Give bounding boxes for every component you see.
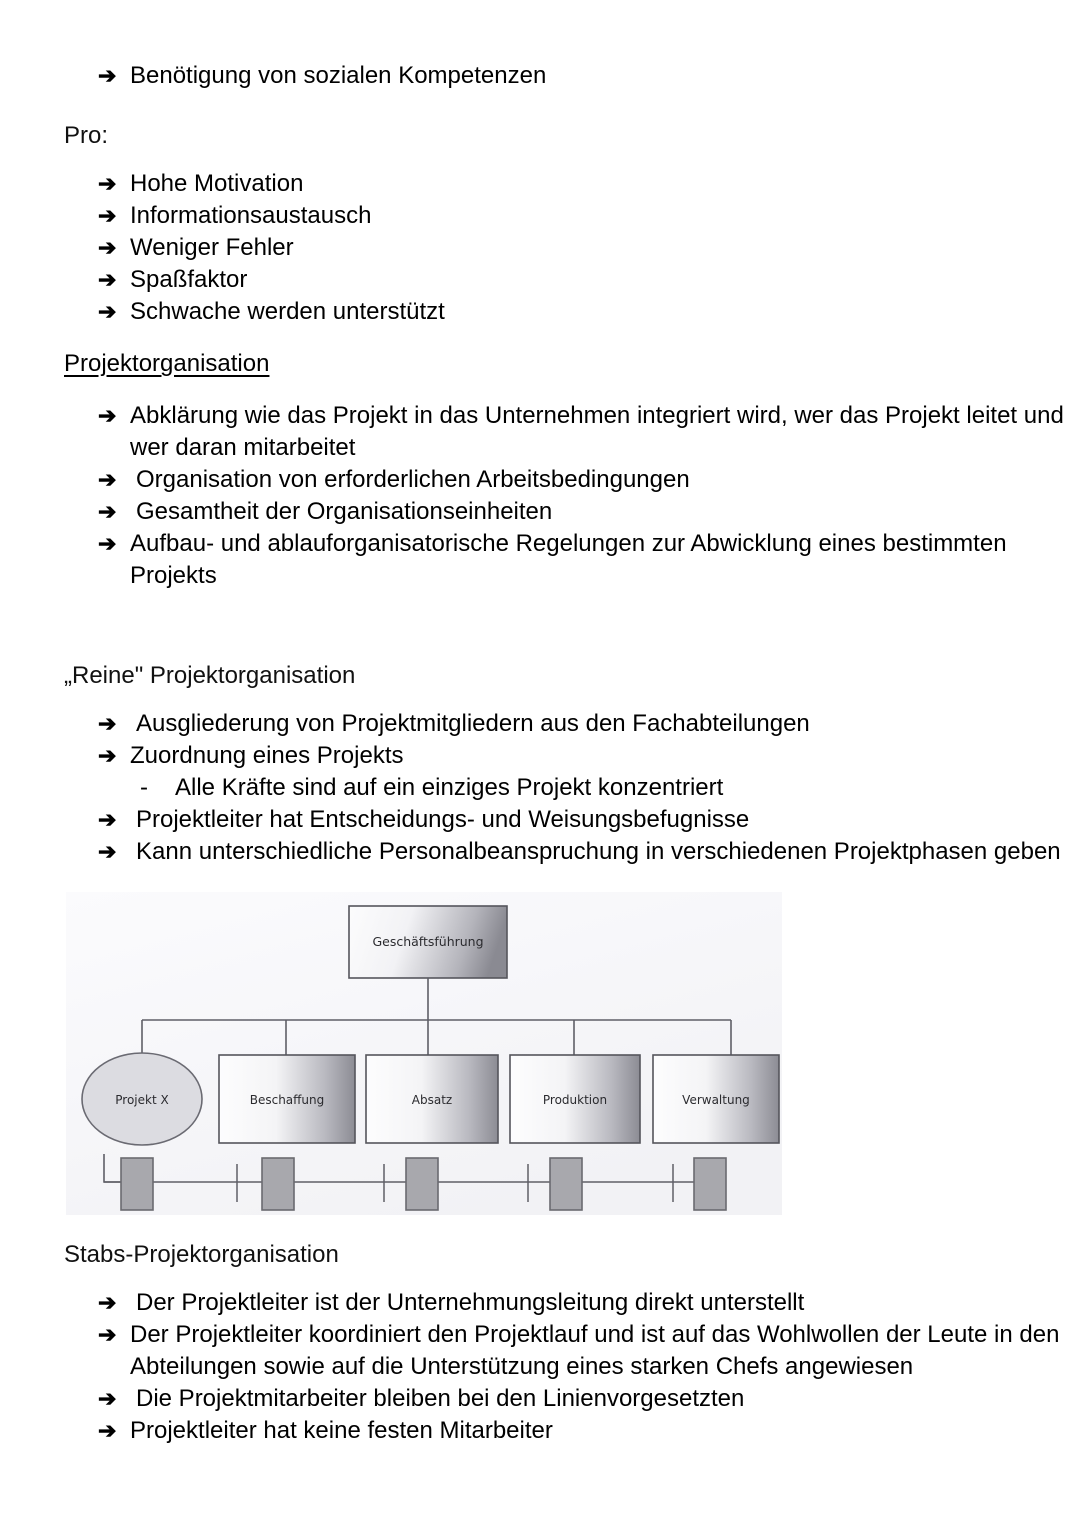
list-item	[0, 836, 1080, 868]
team-block	[406, 1158, 438, 1210]
arrow-right-icon: ➔	[98, 531, 117, 556]
section-heading-stabs-projektorganisation: Stabs-Projektorganisation	[64, 1241, 339, 1268]
list-item	[0, 496, 1080, 528]
list-item-label: Hohe Motivation	[130, 170, 304, 197]
spacer	[0, 692, 1080, 708]
list-item-label: Abklärung wie das Projekt in das Unternehmen integriert wird, wer das Projekt leitet und wer daran mitarbeitet	[130, 402, 1064, 461]
spacer	[0, 640, 1080, 660]
arrow-right-icon: ➔	[98, 1386, 117, 1411]
spacer	[0, 328, 1080, 348]
list-item-label: Benötigung von sozialen Kompetenzen	[130, 62, 547, 89]
list-item	[0, 296, 1080, 328]
list-item-label: Informationsaustausch	[130, 202, 372, 229]
spacer	[0, 92, 1080, 120]
spacer	[0, 868, 1080, 892]
arrow-right-icon: ➔	[98, 499, 117, 524]
arrow-right-icon: ➔	[98, 235, 117, 260]
list-item	[0, 772, 1080, 804]
org-chart-svg	[66, 892, 782, 1215]
org-chart-diagram	[66, 892, 782, 1215]
spacer	[0, 1271, 1080, 1287]
spacer	[0, 1215, 1080, 1239]
node-geschaeftsfuehrung-label: Geschäftsführung	[372, 934, 484, 949]
list-item-label: Organisation von erforderlichen Arbeitsbedingungen	[136, 466, 690, 493]
team-block	[550, 1158, 582, 1210]
arrow-right-icon: ➔	[98, 1290, 117, 1315]
list-item-label: Gesamtheit der Organisationseinheiten	[136, 498, 553, 525]
stabs-projektorganisation-list	[0, 1287, 1080, 1447]
list-item	[0, 1415, 1080, 1447]
list-item-label: Der Projektleiter koordiniert den Projektlauf und ist auf das Wohlwollen der Leute in den Abteilungen sowie auf die Unterstützung eines starken Chefs angewiesen	[130, 1321, 1060, 1380]
team-block	[121, 1158, 153, 1210]
arrow-right-icon: ➔	[98, 63, 117, 88]
list-item-label: Ausgliederung von Projektmitgliedern aus den Fachabteilungen	[136, 710, 810, 737]
list-item	[0, 1319, 1080, 1383]
list-item-label: Alle Kräfte sind auf ein einziges Projekt konzentriert	[175, 774, 724, 801]
arrow-right-icon: ➔	[98, 403, 117, 428]
list-item	[0, 264, 1080, 296]
node-absatz-label: Absatz	[411, 1093, 453, 1107]
node-verwaltung-label: Verwaltung	[682, 1093, 750, 1107]
list-item-label: Spaßfaktor	[130, 266, 248, 293]
arrow-right-icon: ➔	[98, 267, 117, 292]
projektorganisation-list	[0, 400, 1080, 592]
list-item	[0, 60, 1080, 92]
list-item-label: Der Projektleiter ist der Unternehmungsleitung direkt unterstellt	[136, 1289, 805, 1316]
top-bullet-list	[0, 60, 1080, 92]
list-item-label: Projektleiter hat keine festen Mitarbeiter	[130, 1417, 553, 1444]
list-item-label: Aufbau- und ablauforganisatorische Regelungen zur Abwicklung eines bestimmten Projekts	[130, 530, 1007, 589]
list-item-label: Zuordnung eines Projekts	[130, 742, 404, 769]
list-item	[0, 804, 1080, 836]
node-projekt-x-label: Projekt X	[115, 1093, 169, 1107]
top-spacer	[0, 0, 1080, 60]
arrow-right-icon: ➔	[98, 711, 117, 736]
arrow-right-icon: ➔	[98, 1322, 117, 1347]
list-item	[0, 168, 1080, 200]
list-item	[0, 1383, 1080, 1415]
spacer	[0, 380, 1080, 400]
list-item-label: Weniger Fehler	[130, 234, 294, 261]
arrow-right-icon: ➔	[98, 299, 117, 324]
list-item	[0, 708, 1080, 740]
section-heading-reine-projektorganisation: „Reine" Projektorganisation	[64, 662, 356, 689]
list-item	[0, 528, 1080, 592]
dash-bullet-icon: -	[140, 774, 148, 801]
arrow-right-icon: ➔	[98, 467, 117, 492]
arrow-right-icon: ➔	[98, 839, 117, 864]
list-item-label: Schwache werden unterstützt	[130, 298, 445, 325]
list-item	[0, 464, 1080, 496]
arrow-right-icon: ➔	[98, 203, 117, 228]
pro-label: Pro:	[64, 122, 109, 149]
list-item	[0, 232, 1080, 264]
section-heading-projektorganisation: Projektorganisation	[64, 350, 270, 377]
node-beschaffung-label: Beschaffung	[249, 1093, 325, 1107]
list-item-label: Die Projektmitarbeiter bleiben bei den Linienvorgesetzten	[136, 1385, 745, 1412]
list-item-label: Kann unterschiedliche Personalbeanspruchung in verschiedenen Projektphasen geben	[136, 838, 1061, 865]
team-block	[694, 1158, 726, 1210]
spacer	[0, 592, 1080, 640]
reine-projektorganisation-list	[0, 708, 1080, 868]
spacer	[0, 152, 1080, 168]
arrow-right-icon: ➔	[98, 807, 117, 832]
list-item	[0, 1287, 1080, 1319]
arrow-right-icon: ➔	[98, 743, 117, 768]
list-item	[0, 740, 1080, 772]
arrow-right-icon: ➔	[98, 1418, 117, 1443]
team-block	[262, 1158, 294, 1210]
arrow-right-icon: ➔	[98, 171, 117, 196]
list-item	[0, 200, 1080, 232]
list-item-label: Projektleiter hat Entscheidungs- und Weisungsbefugnisse	[136, 806, 750, 833]
pro-list	[0, 168, 1080, 328]
list-item	[0, 400, 1080, 464]
node-produktion-label: Produktion	[542, 1093, 608, 1107]
